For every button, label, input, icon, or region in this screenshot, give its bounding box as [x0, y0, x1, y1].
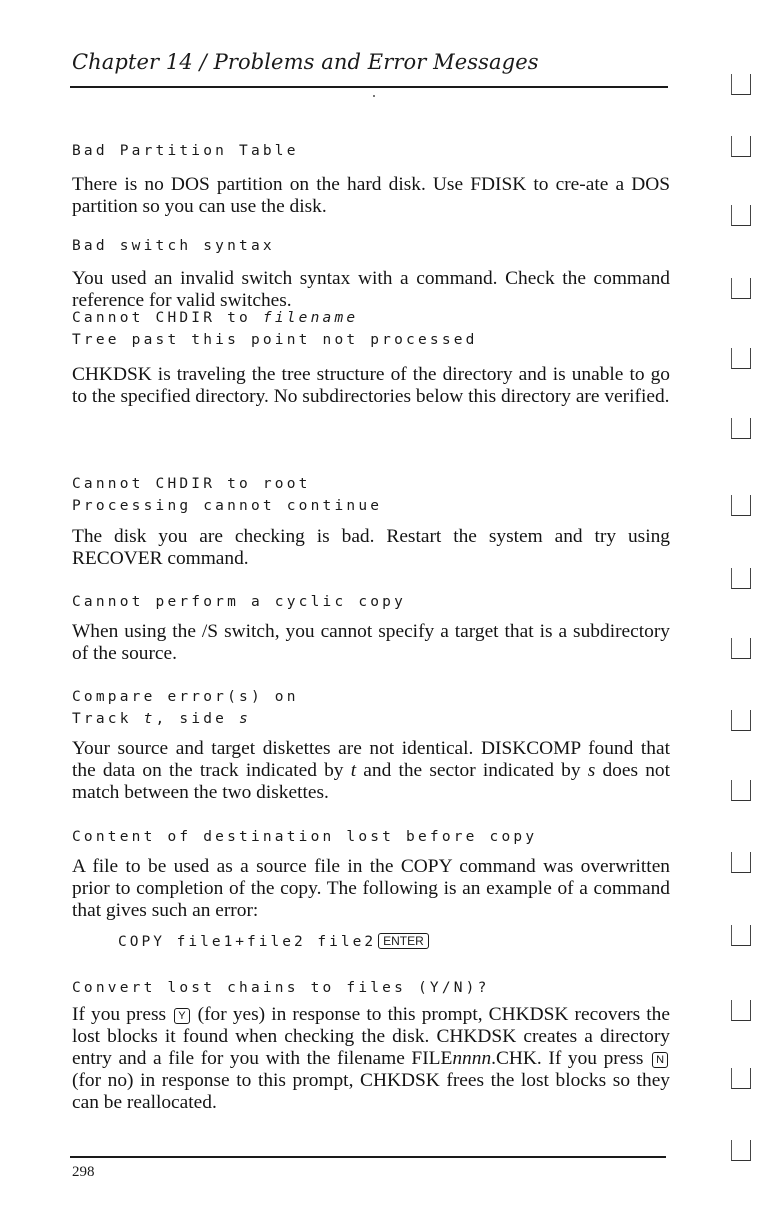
desc-text: .CHK. If you press	[491, 1048, 651, 1069]
page-number: 298	[72, 1164, 95, 1180]
desc-text: and the sector indicated by	[356, 760, 588, 781]
page-header-title: Chapter 14 / Problems and Error Messages	[72, 50, 539, 74]
binder-tab-mark	[731, 74, 751, 95]
binder-tab-mark	[731, 136, 751, 157]
desc-text: If you press	[72, 1004, 173, 1025]
binder-tab-mark	[731, 1000, 751, 1021]
error-message: Bad Partition Table	[72, 143, 299, 159]
message-variable: t	[143, 711, 156, 727]
binder-tab-mark	[731, 205, 751, 226]
binder-tab-mark	[731, 638, 751, 659]
binder-tab-mark	[731, 925, 751, 946]
speck	[373, 95, 375, 97]
error-message: Convert lost chains to files (Y/N)?	[72, 980, 490, 996]
desc-variable: nnnn	[452, 1048, 492, 1069]
desc-text: does not match between the two diskettes.	[72, 760, 671, 803]
error-description: When using the /S switch, you cannot specify a target that is a subdirectory of the source.	[72, 621, 670, 664]
message-variable: s	[239, 711, 251, 727]
desc-variable: s	[587, 760, 596, 781]
error-description: A file to be used as a source file in the COPY command was overwritten prior to completion of the copy. The following is an example of a command that gives such an error:	[72, 856, 670, 921]
binder-tab-mark	[731, 852, 751, 873]
binder-tab-mark	[731, 495, 751, 516]
binder-tab-mark	[731, 348, 751, 369]
message-text: Track	[72, 711, 144, 727]
error-description	[72, 1004, 670, 1114]
header-rule	[70, 86, 668, 88]
error-description: The disk you are checking is bad. Restart the system and try using RECOVER command.	[72, 526, 670, 569]
error-message: Content of destination lost before copy	[72, 829, 538, 845]
binder-tab-mark	[731, 418, 751, 439]
y-key-icon: Y	[174, 1008, 189, 1024]
binder-tab-mark	[731, 568, 751, 589]
binder-tab-mark	[731, 278, 751, 299]
enter-key-icon: ENTER	[378, 933, 429, 949]
message-variable: filename	[262, 310, 359, 326]
error-description: You used an invalid switch syntax with a command. Check the command reference for valid switches.	[72, 268, 670, 311]
error-message	[72, 310, 358, 326]
n-key-icon: N	[652, 1052, 668, 1068]
footer-rule	[70, 1156, 666, 1158]
desc-text: (for yes) in response to this prompt, CHKDSK recovers the lost blocks it found when checking the disk. CHKDSK creates a directory entry and a file for you with the filename FILE	[72, 1004, 670, 1069]
desc-text: (for no) in response to this prompt, CHKDSK frees the lost blocks so they can be reallocated.	[72, 1070, 670, 1113]
example-command	[118, 933, 431, 950]
desc-variable: t	[350, 760, 357, 781]
binder-tab-mark	[731, 710, 751, 731]
error-message-line2	[72, 711, 251, 727]
binder-tab-mark	[731, 1068, 751, 1089]
message-text: , side	[155, 711, 240, 727]
error-message: Bad switch syntax	[72, 238, 275, 254]
desc-text: Your source and target diskettes are not identical. DISKCOMP found that the data on the track indicated by	[72, 738, 670, 781]
error-description: There is no DOS partition on the hard disk. Use FDISK to cre-ate a DOS partition so you can use the disk.	[72, 174, 670, 217]
command-text: COPY file1+file2 file2	[118, 934, 377, 950]
error-message: Cannot perform a cyclic copy	[72, 594, 407, 610]
error-message: Compare error(s) on	[72, 689, 299, 705]
error-message-line2: Processing cannot continue	[72, 498, 383, 514]
error-message: Cannot CHDIR to root	[72, 476, 311, 492]
error-description: CHKDSK is traveling the tree structure of the directory and is unable to go to the specified directory. No subdirectories below this directory are verified.	[72, 364, 670, 407]
error-description	[72, 738, 670, 804]
message-text: Cannot CHDIR to	[72, 310, 263, 326]
error-message-line2: Tree past this point not processed	[72, 332, 478, 348]
binder-tab-mark	[731, 1140, 751, 1161]
binder-tab-mark	[731, 780, 751, 801]
